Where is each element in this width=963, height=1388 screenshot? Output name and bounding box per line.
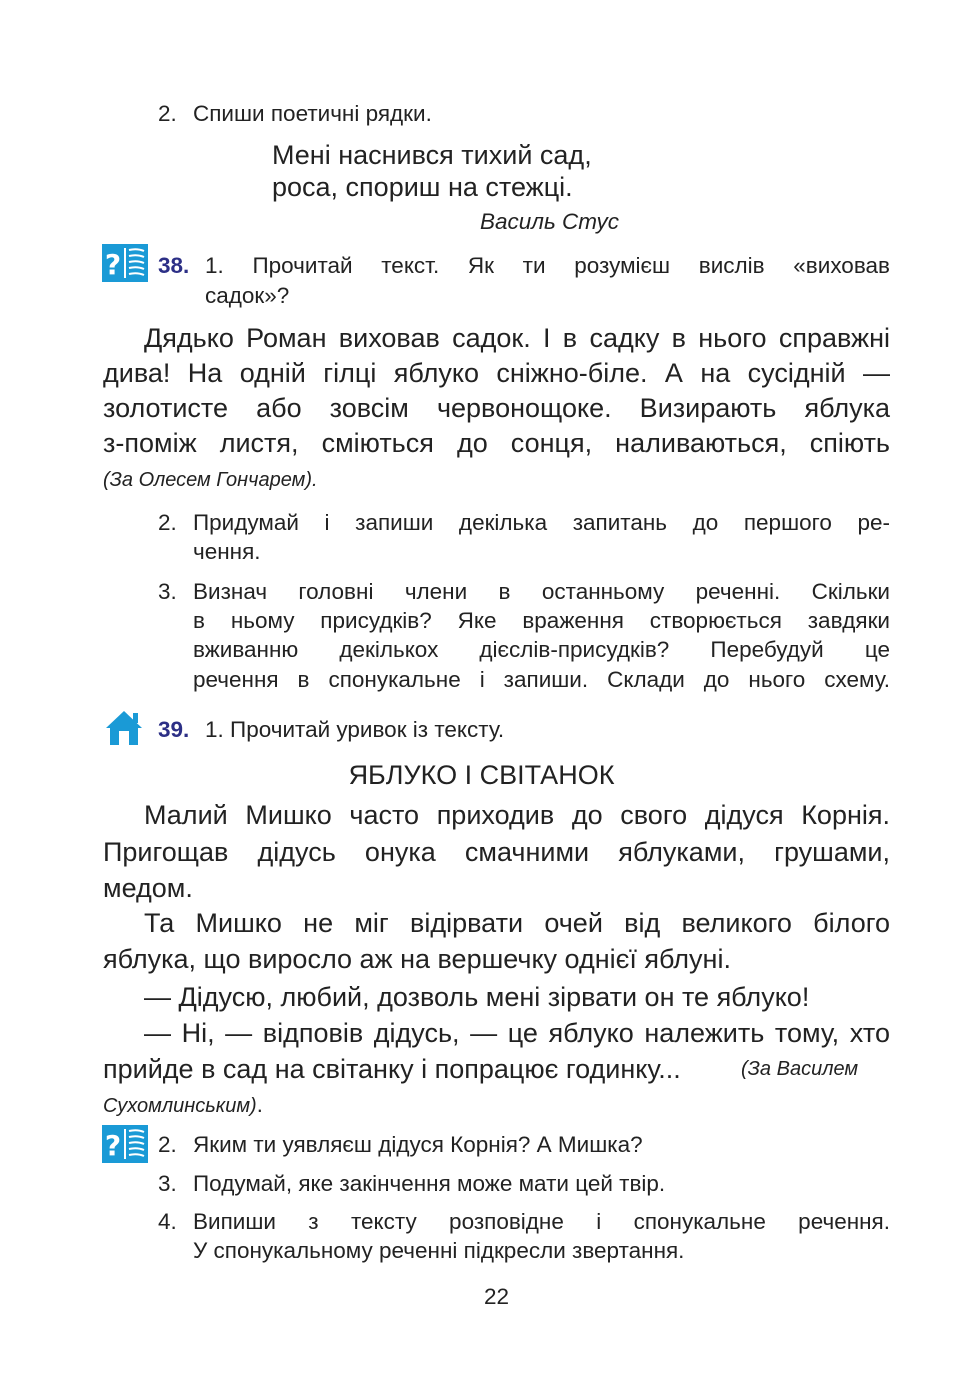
svg-text:?: ? bbox=[104, 248, 122, 281]
task-number: 2. bbox=[158, 510, 177, 535]
paragraph-line: прийде в сад на світанку і попрацює годинку... bbox=[103, 1054, 681, 1084]
task-text: в ньому присудків? Яке враження створюється завдяки bbox=[193, 608, 890, 633]
task-text: садок»? bbox=[205, 283, 290, 308]
task-text: Визнач головні члени в останньому реченні. Скільки bbox=[193, 579, 890, 604]
poem-author: Василь Стус bbox=[480, 209, 620, 234]
paragraph-line: Пригощав дідусь онука смачними яблуками, грушами, bbox=[103, 837, 890, 867]
task-text: Яким ти уявляєш дідуся Корнія? А Мишка? bbox=[193, 1132, 643, 1157]
task-number: 2. bbox=[158, 101, 177, 126]
paragraph-line: — Ні, — відповів дідусь, — це яблуко належить тому, хто bbox=[144, 1018, 890, 1048]
book-question-icon bbox=[102, 1125, 148, 1168]
text-source: (За Василем bbox=[741, 1058, 859, 1080]
book-question-icon bbox=[102, 244, 148, 287]
task-number: 4. bbox=[158, 1209, 177, 1234]
paragraph-line: Та Мишко не міг відірвати очей від великого білого bbox=[144, 908, 890, 938]
task-text: Випиши з тексту розповідне і спонукальне речення. bbox=[193, 1209, 890, 1234]
sentence-end: . bbox=[256, 1092, 263, 1117]
poem-line: Мені наснився тихий сад, bbox=[272, 140, 592, 170]
paragraph-line: яблука, що виросло аж на вершечку однієї яблуні. bbox=[103, 944, 731, 974]
task-text: вживанню декількох дієслів-присудків? Перебудуй це bbox=[193, 637, 890, 662]
text-source-line bbox=[103, 1090, 263, 1123]
task-number: 2. bbox=[158, 1132, 177, 1157]
exercise-number: 39. bbox=[158, 717, 190, 742]
svg-text:?: ? bbox=[104, 1129, 122, 1162]
task-text: У спонукальному реченні підкресли звертання. bbox=[193, 1238, 685, 1263]
task-text: 1. Прочитай уривок із тексту. bbox=[205, 717, 505, 742]
paragraph-line: дива! На одній гілці яблуко сніжно-біле. А на сусідній — bbox=[103, 358, 890, 388]
paragraph-line: з-поміж листя, сміються до сонця, наливаються, спіють bbox=[103, 428, 890, 458]
task-number: 3. bbox=[158, 579, 177, 604]
paragraph-line: Малий Мишко часто приходив до свого дідуся Корнія. bbox=[144, 800, 890, 830]
task-text: 1. Прочитай текст. Як ти розумієш вислів «виховав bbox=[205, 253, 890, 278]
task-number: 3. bbox=[158, 1171, 177, 1196]
task-text: Придумай і запиши декілька запитань до першого ре- bbox=[193, 510, 890, 535]
text-source: Сухомлинським) bbox=[103, 1095, 257, 1117]
paragraph-line: золотисте або зовсім червонощоке. Визирають яблука bbox=[103, 393, 890, 423]
page-number: 22 bbox=[483, 1284, 510, 1309]
exercise-number: 38. bbox=[158, 253, 190, 278]
text-title: ЯБЛУКО І СВІТАНОК bbox=[348, 760, 615, 790]
task-text: чення. bbox=[193, 539, 261, 564]
task-text: Спиши поетичні рядки. bbox=[193, 101, 432, 126]
poem-line: роса, спориш на стежці. bbox=[272, 172, 573, 202]
task-text: Подумай, яке закінчення може мати цей твір. bbox=[193, 1171, 666, 1196]
paragraph-line: Дядько Роман виховав садок. І в садку в нього справжні bbox=[144, 323, 890, 353]
house-icon bbox=[104, 709, 144, 752]
paragraph-line: медом. bbox=[103, 873, 193, 903]
task-text: речення в спонукальне і запиши. Склади до нього схему. bbox=[193, 667, 890, 692]
text-source: (За Олесем Гончарем). bbox=[103, 469, 318, 491]
paragraph-line: — Дідусю, любий, дозволь мені зірвати он те яблуко! bbox=[144, 982, 810, 1012]
